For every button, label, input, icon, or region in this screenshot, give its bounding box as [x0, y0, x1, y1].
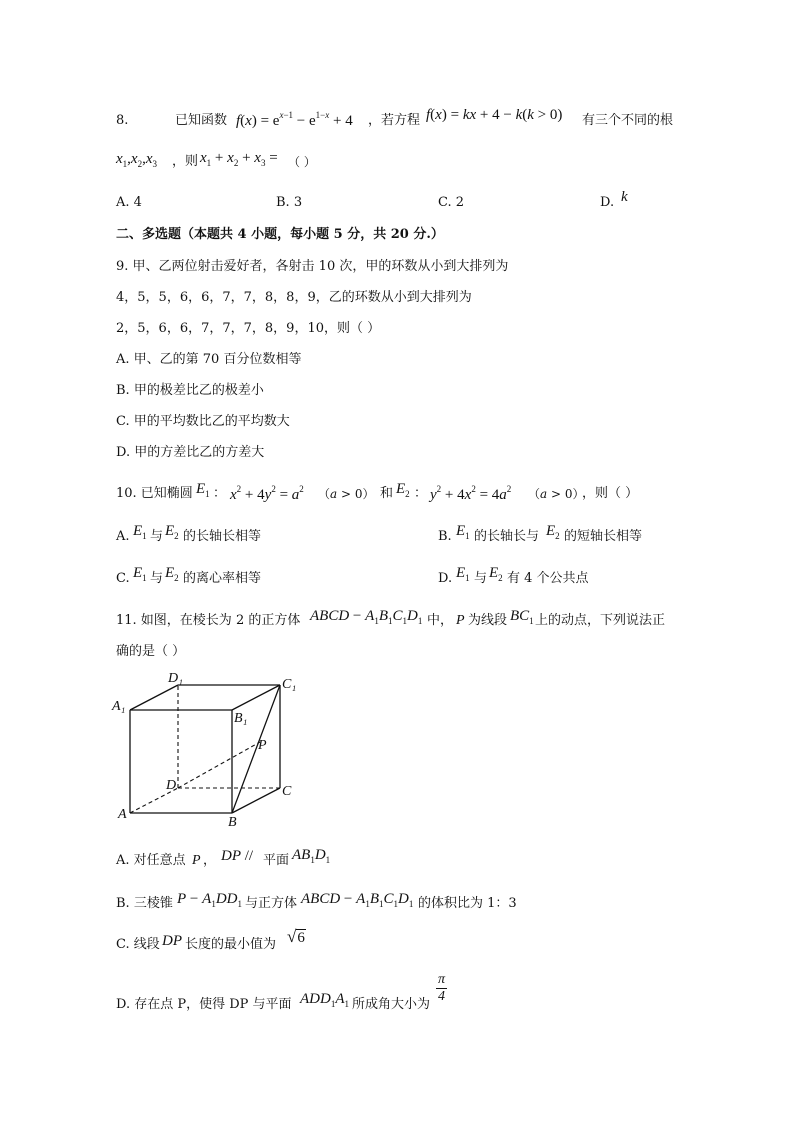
q8-equation-formula: f(x) = kx + 4 − k(k > 0)	[426, 107, 563, 123]
q8-text1: 已知函数	[175, 113, 228, 128]
label-b: B	[228, 815, 237, 830]
q10-option-a-text1: 与	[150, 529, 164, 544]
q10-cond1: （a > 0）	[318, 487, 375, 501]
q8-roots: $x_1,x_2,x_3$	[116, 151, 158, 169]
q10-option-c-e2: $E_2$	[165, 565, 179, 583]
q10-option-d-e1: $E_1$	[456, 565, 470, 583]
q11-option-c-sqrt6: √6	[287, 927, 305, 946]
q10-then: ，则（ ）	[582, 486, 639, 501]
q11-mid: 中，	[427, 613, 454, 628]
q10-ellipse2-formula: $y^2 + 4x^2 = 4a^2$	[430, 484, 512, 503]
q9-option-a[interactable]: A. 甲、乙的第 70 百分位数相等	[116, 352, 302, 367]
q10-option-b-text2: 的短轴长相等	[564, 529, 643, 544]
q10-option-b-e1: $E_1$	[456, 523, 470, 541]
q11-option-b-text3: 的体积比为 1：3	[418, 896, 517, 911]
q11-prefix: 11. 如图，在棱长为 2 的正方体	[116, 613, 301, 628]
q11-option-a-text1: A. 对任意点	[116, 853, 186, 868]
q9-option-b[interactable]: B. 甲的极差比乙的极差小	[116, 383, 264, 398]
q11-option-d-text1: D. 存在点 P，使得 DP 与平面	[116, 997, 292, 1012]
segment-d-p	[178, 742, 260, 788]
q10-option-d-label[interactable]: D.	[438, 571, 453, 586]
q9-line3: 2，5，6，6，7，7，7，8，9，10，则（ ）	[116, 321, 381, 336]
label-c1: C₁	[282, 677, 297, 692]
label-p: P	[258, 738, 267, 753]
q9-option-c[interactable]: C. 甲的平均数比乙的平均数大	[116, 414, 290, 429]
q10-option-d-text2: 有 4 个公共点	[507, 571, 589, 586]
q10-option-c-e1: $E_1$	[133, 565, 147, 583]
q11-p: P	[456, 613, 465, 628]
q11-option-a-text3: 平面	[263, 853, 290, 868]
label-c: C	[282, 784, 292, 799]
label-d1: D₁	[168, 671, 183, 686]
q11-cube-name: ABCD − $A_1B_1C_1D_1$	[310, 608, 423, 626]
q11-option-b-pyramid: $P - A_1DD_1$	[177, 891, 242, 909]
q9-line2: 4，5，5，6，6，7，7，8，8，9，乙的环数从小到大排列为	[116, 290, 472, 305]
q11-segment-bc1: $BC_1$	[510, 608, 534, 626]
q11-option-a-plane: $AB_1D_1$	[292, 847, 331, 865]
q10-colon1: ：	[213, 486, 227, 501]
q11-option-b-cube: ABCD − $A_1B_1C_1D_1$	[301, 891, 414, 909]
q11-mid2: 为线段	[468, 613, 508, 628]
q10-cond2: （a > 0）	[528, 487, 585, 501]
q11-option-a-text2: ，	[203, 853, 217, 868]
q8-text3: 有三个不同的根	[582, 113, 674, 128]
q11-suffix: 上的动点，下列说法正	[535, 613, 666, 628]
label-a1: A₁	[112, 699, 126, 714]
q10-option-c-text2: 的离心率相等	[183, 571, 262, 586]
q10-option-c-text1: 与	[150, 571, 164, 586]
q10-and: 和	[380, 486, 394, 501]
label-d: D	[166, 778, 177, 793]
q10-option-b-text1: 的长轴长与	[474, 529, 540, 544]
q8-option-b[interactable]: B. 3	[276, 195, 303, 210]
q11-option-c-dp: DP	[162, 933, 182, 949]
q10-e1: $E_1$	[196, 481, 210, 499]
section-title: 二、多选题（本题共 4 小题，每小题 5 分，共 20 分.）	[116, 227, 444, 242]
q8-number: 8.	[116, 113, 129, 128]
q10-e2: $E_2$	[396, 481, 410, 499]
cube-figure	[110, 668, 310, 830]
q10-option-a-label[interactable]: A.	[116, 529, 130, 544]
q11-option-d-pi-over-4: $\frac{\pi}{4}$	[438, 972, 446, 1004]
q10-colon2: ：	[414, 486, 428, 501]
q10-ellipse1-formula: $x^2 + 4y^2 = a^2$	[230, 484, 304, 503]
q10-prefix: 10. 已知椭圆	[116, 486, 193, 501]
q11-option-b-text1: B. 三棱锥	[116, 896, 173, 911]
q9-line1: 9. 甲、乙两位射击爱好者，各射击 10 次，甲的环数从小到大排列为	[116, 259, 509, 274]
q10-option-b-e2: $E_2$	[546, 523, 560, 541]
q10-option-b-label[interactable]: B.	[438, 529, 452, 544]
label-b1: B₁	[234, 711, 248, 726]
q8-option-d[interactable]: D.	[600, 195, 615, 210]
q8-option-a[interactable]: A. 4	[116, 195, 142, 210]
edge-a1-d1	[130, 685, 178, 710]
q10-option-a-text2: 的长轴长相等	[183, 529, 262, 544]
q11-line2: 确的是（ ）	[116, 644, 186, 659]
q10-option-a-e1: $E_1$	[133, 523, 147, 541]
q10-option-d-e2: $E_2$	[489, 565, 503, 583]
edge-c1-b1	[232, 685, 280, 710]
q8-blank: （ ）	[288, 155, 316, 169]
q8-option-d-k: k	[621, 189, 628, 205]
q11-option-b-text2: 与正方体	[245, 896, 298, 911]
q8-sum-formula: $x_1 + x_2 + x_3$ =	[200, 150, 278, 168]
q10-option-c-label[interactable]: C.	[116, 571, 130, 586]
q8-option-c[interactable]: C. 2	[438, 195, 465, 210]
q11-option-c-text2: 长度的最小值为	[185, 937, 277, 952]
q11-option-a-p: P	[192, 853, 201, 868]
q11-option-c-text1: C. 线段	[116, 937, 160, 952]
q8-function-formula: $f(x) = e^{x-1} - e^{1-x} + 4$	[236, 110, 353, 129]
q8-text2: ，若方程	[368, 113, 421, 128]
q8-text4: ，则	[172, 154, 199, 169]
q9-option-d[interactable]: D. 甲的方差比乙的方差大	[116, 445, 265, 460]
q11-option-d-text2: 所成角大小为	[352, 997, 431, 1012]
label-a: A	[118, 807, 127, 822]
q10-option-a-e2: $E_2$	[165, 523, 179, 541]
segment-b-c1	[232, 685, 280, 813]
q11-option-a-parallel: DP //	[221, 848, 254, 864]
edge-c-b	[232, 788, 280, 813]
q11-option-d-plane: $ADD_1A_1$	[300, 991, 349, 1009]
q10-option-d-text1: 与	[474, 571, 488, 586]
